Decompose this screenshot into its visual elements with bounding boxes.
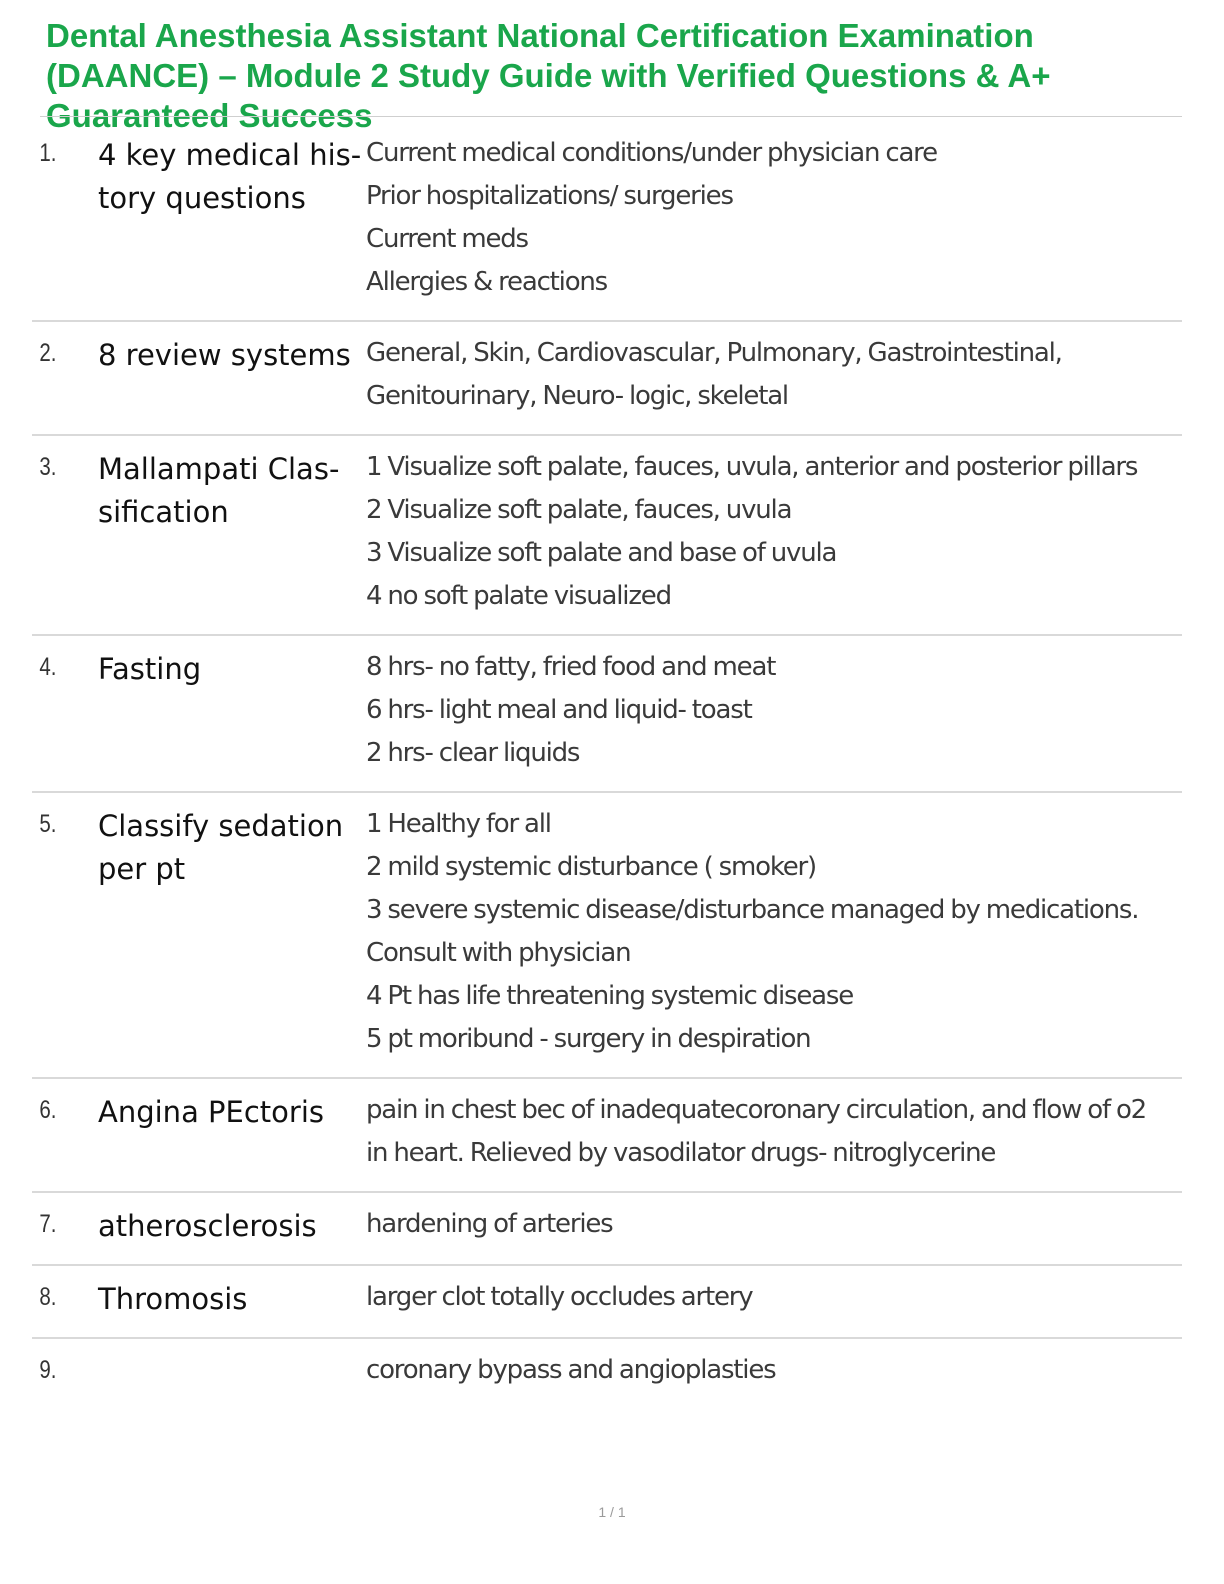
card-term: 8 review systems (98, 338, 351, 372)
definition-line: Current medical conditions/under physician care (366, 138, 937, 168)
definition-line: 8 hrs- no fatty, fried food and meat (366, 652, 776, 682)
definition-line: 6 hrs- light meal and liquid- toast (366, 695, 752, 725)
card-number: 5. (39, 810, 57, 838)
card-definition (366, 1349, 1182, 1392)
definition-line: Allergies & reactions (366, 267, 608, 297)
card-term (98, 1349, 366, 1351)
flashcard-row (32, 1193, 1182, 1266)
card-term: Angina PEctoris (98, 1095, 325, 1129)
flashcard-row (32, 322, 1182, 436)
card-term: Mallampati Clas- sification (98, 452, 340, 529)
flashcard-row (32, 1339, 1182, 1408)
definition-line: 3 Visualize soft palate and base of uvula (366, 538, 837, 568)
flashcard-row (32, 436, 1182, 636)
card-number: 2. (39, 339, 57, 367)
card-term: 4 key medical his- tory questions (98, 138, 362, 215)
definition-line: 1 Healthy for all (366, 809, 551, 839)
card-definition (366, 446, 1182, 618)
page-title: Dental Anesthesia Assistant National Certification Examination (DAANCE) – Module 2 Study Guide with Verified Questions & A+ Guaranteed Success (46, 17, 1051, 134)
card-number: 9. (39, 1356, 57, 1384)
title-divider (40, 116, 1182, 117)
card-definition (366, 132, 1182, 304)
card-number: 8. (39, 1283, 57, 1311)
card-number: 3. (39, 453, 57, 481)
card-term: Thromosis (98, 1282, 248, 1316)
card-number: 1. (39, 139, 57, 167)
definition-line: 2 Visualize soft palate, fauces, uvula (366, 495, 792, 525)
flashcard-list (32, 122, 1182, 1408)
page-number: 1 / 1 (598, 1504, 626, 1520)
definition-line: 5 pt moribund - surgery in despiration (366, 1024, 811, 1054)
card-definition (366, 646, 1182, 775)
flashcard-row (32, 1266, 1182, 1339)
definition-line: hardening of arteries (366, 1209, 613, 1239)
flashcard-row (32, 636, 1182, 793)
definition-line: Prior hospitalizations/ surgeries (366, 181, 733, 211)
card-definition (366, 1089, 1182, 1175)
definition-line: pain in chest bec of inadequatecoronary circulation, and flow of o2 in heart. Relieved by vasodilator drugs- nitroglycerine (366, 1095, 1153, 1168)
definition-line: larger clot totally occludes artery (366, 1282, 753, 1312)
definition-line: Current meds (366, 224, 528, 254)
definition-line: 1 Visualize soft palate, fauces, uvula, anterior and posterior pillars (366, 452, 1138, 482)
definition-line: coronary bypass and angioplasties (366, 1355, 776, 1385)
flashcard-row (32, 122, 1182, 322)
definition-line: 4 Pt has life threatening systemic disease (366, 981, 854, 1011)
definition-line: 2 hrs- clear liquids (366, 738, 580, 768)
definition-line: General, Skin, Cardiovascular, Pulmonary, Gastrointestinal, Genitourinary, Neuro- logic, skeletal (366, 338, 1068, 411)
card-definition (366, 803, 1182, 1061)
definition-line: 4 no soft palate visualized (366, 581, 671, 611)
card-number: 4. (39, 653, 57, 681)
card-term: atherosclerosis (98, 1209, 317, 1243)
card-number: 6. (39, 1096, 57, 1124)
card-term: Fasting (98, 652, 202, 686)
card-number: 7. (39, 1210, 57, 1238)
flashcard-row (32, 1079, 1182, 1193)
flashcard-row (32, 793, 1182, 1079)
card-definition (366, 1276, 1182, 1319)
card-term: Classify sedation per pt (98, 809, 344, 886)
definition-line: 2 mild systemic disturbance ( smoker) (366, 852, 816, 882)
card-definition (366, 1203, 1182, 1246)
definition-line: 3 severe systemic disease/disturbance managed by medications. Consult with physician (366, 895, 1145, 968)
card-definition (366, 332, 1182, 418)
